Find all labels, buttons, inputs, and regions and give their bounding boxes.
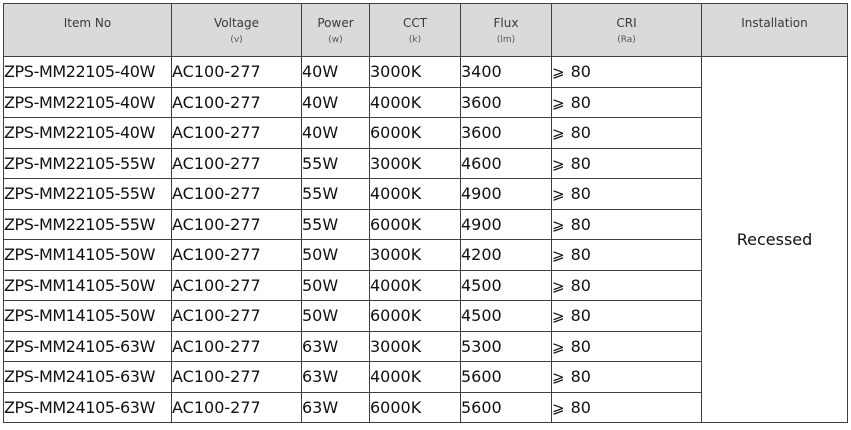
cri-cell [552,240,702,271]
table-body [4,57,848,423]
flux-cell: 3400 [461,57,552,88]
cri-symbol: ⩾ [552,124,565,143]
voltage-cell: AC100-277 [172,118,302,149]
cct-cell: 3000K [370,148,461,179]
header-unit: (Ra) [617,35,636,45]
cri-cell [552,270,702,301]
header-unit: (v) [230,35,243,45]
cct-cell: 3000K [370,331,461,362]
item-no-cell: ZPS-MM22105-40W [4,57,172,88]
item-no-cell: ZPS-MM22105-55W [4,179,172,210]
voltage-cell: AC100-277 [172,301,302,332]
power-cell: 63W [302,362,370,393]
cri-symbol: ⩾ [552,337,565,356]
power-cell: 40W [302,57,370,88]
voltage-cell: AC100-277 [172,148,302,179]
header-label: Installation [741,16,808,30]
cri-cell [552,87,702,118]
item-no-cell: ZPS-MM22105-40W [4,87,172,118]
header-item-no [4,4,172,57]
voltage-cell: AC100-277 [172,57,302,88]
cri-value: 80 [570,92,591,112]
header-power [302,4,370,57]
table-row [4,57,848,88]
cri-cell [552,331,702,362]
header-unit: (w) [328,35,343,45]
power-cell: 50W [302,270,370,301]
header-cct [370,4,461,57]
power-cell: 55W [302,148,370,179]
power-cell: 40W [302,118,370,149]
cri-cell [552,301,702,332]
cri-value: 80 [570,214,591,234]
cct-cell: 6000K [370,301,461,332]
cct-cell: 4000K [370,362,461,393]
voltage-cell: AC100-277 [172,362,302,393]
item-no-cell: ZPS-MM24105-63W [4,362,172,393]
voltage-cell: AC100-277 [172,270,302,301]
header-voltage [172,4,302,57]
header-label: CRI [616,16,637,30]
voltage-cell: AC100-277 [172,240,302,271]
header-installation [702,4,848,57]
header-label: CCT [402,16,428,30]
cct-cell: 6000K [370,392,461,423]
cri-cell [552,392,702,423]
header-unit: (lm) [496,35,516,45]
power-cell: 63W [302,331,370,362]
cct-cell: 3000K [370,240,461,271]
cct-cell: 6000K [370,118,461,149]
cri-value: 80 [570,336,591,356]
power-cell: 63W [302,392,370,423]
cri-symbol: ⩾ [552,368,565,387]
voltage-cell: AC100-277 [172,87,302,118]
item-no-cell: ZPS-MM22105-55W [4,148,172,179]
header-unit: (k) [408,35,422,45]
voltage-cell: AC100-277 [172,331,302,362]
flux-cell: 4900 [461,179,552,210]
voltage-cell: AC100-277 [172,209,302,240]
power-cell: 50W [302,301,370,332]
cri-symbol: ⩾ [552,63,565,82]
cri-value: 80 [570,367,591,387]
header-label: Power [317,16,354,30]
flux-cell: 4500 [461,270,552,301]
flux-cell: 4500 [461,301,552,332]
header-label: Voltage [213,16,259,30]
item-no-cell: ZPS-MM22105-40W [4,118,172,149]
cct-cell: 3000K [370,57,461,88]
cri-symbol: ⩾ [552,398,565,417]
flux-cell: 3600 [461,118,552,149]
item-no-cell: ZPS-MM22105-55W [4,209,172,240]
cri-cell [552,148,702,179]
cri-value: 80 [570,397,591,417]
cri-symbol: ⩾ [552,307,565,326]
cri-value: 80 [570,123,591,143]
flux-cell: 3600 [461,87,552,118]
installation-cell: Recessed [702,57,848,423]
header-label: Flux [493,16,519,30]
power-cell: 50W [302,240,370,271]
power-cell: 55W [302,179,370,210]
table-header [4,4,848,57]
flux-cell: 5600 [461,362,552,393]
cct-cell: 4000K [370,179,461,210]
cri-value: 80 [570,245,591,265]
item-no-cell: ZPS-MM14105-50W [4,301,172,332]
voltage-cell: AC100-277 [172,392,302,423]
item-no-cell: ZPS-MM24105-63W [4,392,172,423]
cri-symbol: ⩾ [552,185,565,204]
flux-cell: 5600 [461,392,552,423]
item-no-cell: ZPS-MM14105-50W [4,240,172,271]
cri-value: 80 [570,184,591,204]
flux-cell: 4200 [461,240,552,271]
cri-value: 80 [570,306,591,326]
header-cri [552,4,702,57]
cri-symbol: ⩾ [552,93,565,112]
power-cell: 55W [302,209,370,240]
spec-table [3,3,848,423]
flux-cell: 4600 [461,148,552,179]
item-no-cell: ZPS-MM24105-63W [4,331,172,362]
cri-cell [552,209,702,240]
flux-cell: 5300 [461,331,552,362]
cri-cell [552,57,702,88]
cri-symbol: ⩾ [552,215,565,234]
header-row [4,4,848,57]
cri-symbol: ⩾ [552,276,565,295]
cct-cell: 4000K [370,87,461,118]
cri-value: 80 [570,62,591,82]
voltage-cell: AC100-277 [172,179,302,210]
cri-symbol: ⩾ [552,154,565,173]
cri-value: 80 [570,275,591,295]
header-flux [461,4,552,57]
cri-cell [552,179,702,210]
cct-cell: 4000K [370,270,461,301]
cri-value: 80 [570,153,591,173]
header-label: Item No [63,16,112,30]
flux-cell: 4900 [461,209,552,240]
cri-cell [552,118,702,149]
cct-cell: 6000K [370,209,461,240]
cri-cell [552,362,702,393]
power-cell: 40W [302,87,370,118]
cri-symbol: ⩾ [552,246,565,265]
item-no-cell: ZPS-MM14105-50W [4,270,172,301]
